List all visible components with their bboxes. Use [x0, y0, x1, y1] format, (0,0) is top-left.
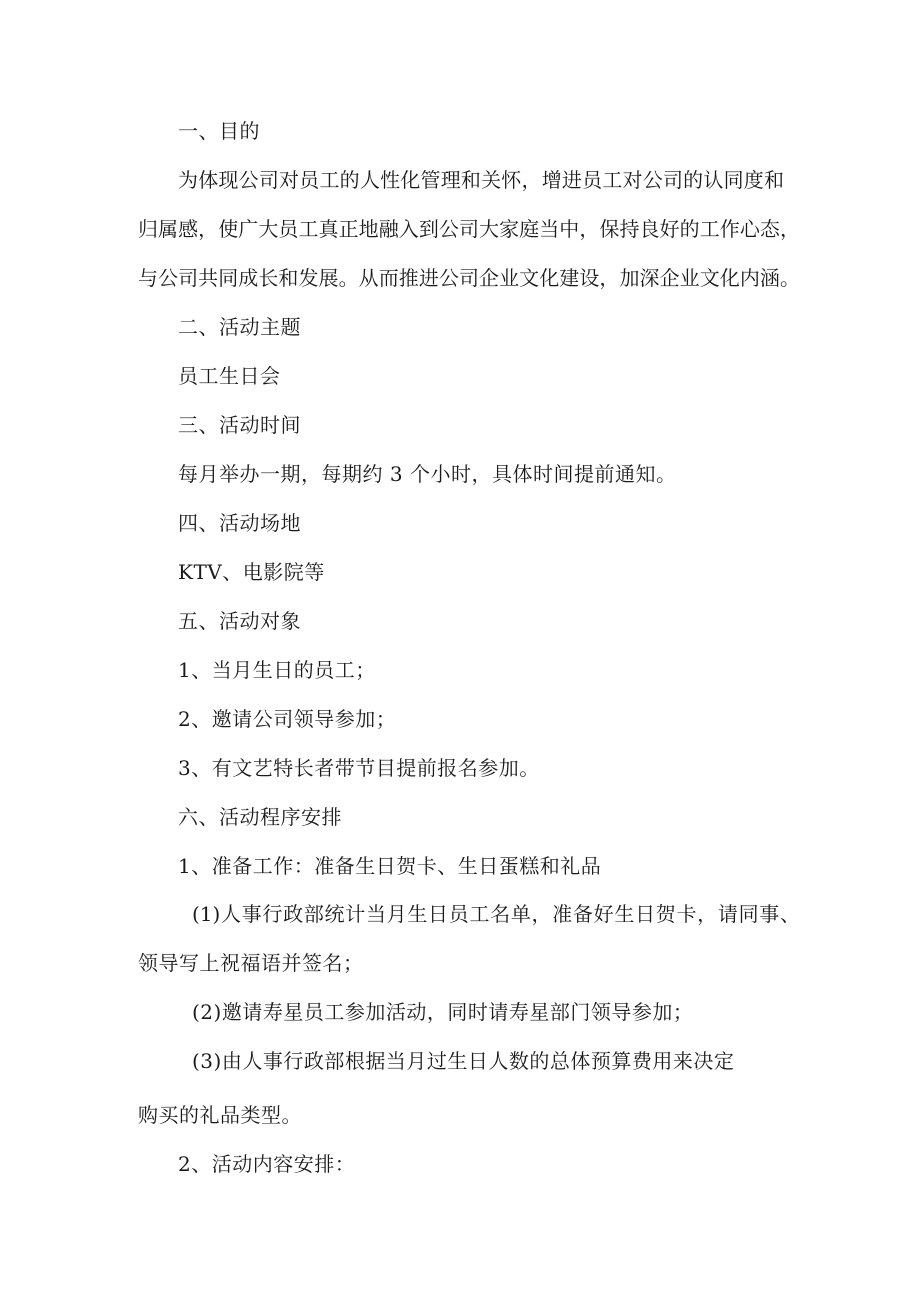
heading-participants: 五、活动对象 — [178, 609, 301, 633]
time-text: 每月举办一期，每期约 3 个小时，具体时间提前通知。 — [178, 462, 677, 486]
paragraph-purpose-line-1: 为体现公司对员工的人性化管理和关怀，增进员工对公司的认同度和 — [178, 168, 784, 192]
participant-item-3: 3、有文艺特长者带节目提前报名参加。 — [178, 756, 540, 780]
heading-time: 三、活动时间 — [178, 413, 301, 437]
preparation-step-1-line-1: (1)人事行政部统计当月生日员工名单，准备好生日贺卡，请同事、 — [192, 902, 800, 926]
theme-text: 员工生日会 — [178, 364, 281, 388]
preparation-step-3-line-2: 购买的礼品类型。 — [138, 1103, 302, 1127]
venue-text: KTV、电影院等 — [178, 560, 325, 584]
heading-venue: 四、活动场地 — [178, 511, 301, 535]
heading-schedule: 六、活动程序安排 — [178, 805, 342, 829]
paragraph-purpose-line-3: 与公司共同成长和发展。从而推进公司企业文化建设，加深企业文化内涵。 — [138, 266, 800, 290]
participant-item-2: 2、邀请公司领导参加； — [178, 707, 397, 731]
participant-item-1: 1、当月生日的员工； — [178, 658, 376, 682]
schedule-preparation: 1、准备工作：准备生日贺卡、生日蛋糕和礼品 — [178, 854, 602, 878]
heading-theme: 二、活动主题 — [178, 315, 301, 339]
schedule-content: 2、活动内容安排： — [178, 1152, 356, 1176]
preparation-step-2: (2)邀请寿星员工参加活动，同时请寿星部门领导参加； — [192, 1000, 694, 1024]
paragraph-purpose-line-2: 归属感，使广大员工真正地融入到公司大家庭当中，保持良好的工作心态， — [138, 217, 800, 241]
heading-purpose: 一、目的 — [178, 119, 260, 143]
preparation-step-1-line-2: 领导写上祝福语并签名； — [138, 951, 364, 975]
preparation-step-3-line-1: (3)由人事行政部根据当月过生日人数的总体预算费用来决定 — [192, 1049, 735, 1073]
